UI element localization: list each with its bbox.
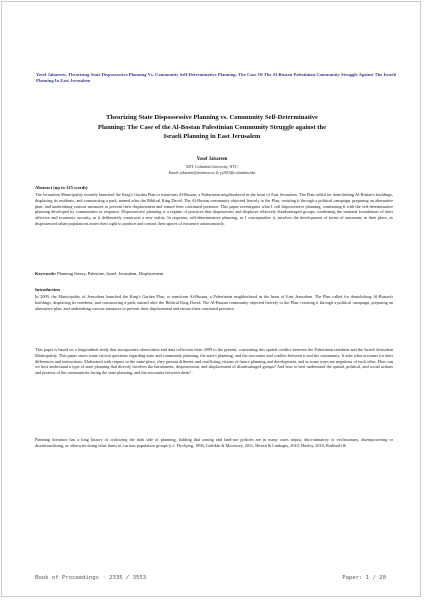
running-header: Yosef Jabareen, Theorizing State Dispossessive Planning Vs. Community Self-Determinative Planning: The Case Of The Al-Bustan Palestinian Community Struggle Against The Israeli Planning In East Jerusalem	[36, 72, 396, 83]
paper-title: Theorizing State Dispossessive Planning vs. Community Self-Determinative Planning: The Case of the Al-Bostan Palestinian Community Struggle against the Israeli Planning in East Jerusalem	[97, 114, 327, 141]
intro-paragraph-3: Planning literature has a long history of criticizing the dark side of planning, holding that zoning and land-use policies are in many cases unjust, discriminatory or exclusionary, disempowering or disenfranchising, or otherwise doing other harm to, various population groups (c.f. Flyvbjerg, 1996; Gaffikin & Morrissey, 2011; Hewitt & Lunkapis, 2010; Huxley, 2010; Rothwell &	[35, 437, 393, 448]
abstract-text: The Jerusalem Municipality recently launched the King's Garden Plan to transform Al-Bustan, a Palestinian neighborhood in the heart of East Jerusalem. The Plan called for demolishing Al-Bustan's buildings, displacing its residents, and constructing a park, named after the Biblical King David. The Al-Bustan community objected fiercely to the Plan, resisting it through a political campaign, preparing an alternative plan, and undertaking various measures to prevent their displacement and ensure their continued presence. This paper investigates what I call dispossessive planning, contrasting it with the self-determinative planning developed by communities in response. Dispossessive planning is a regime of practices that dispossesses and displaces relatively disadvantaged groups, weakening the material foundations of their affective and economic security, as it deliberately constructs a new reality. In response, self-determinative planning, as I conceptualize it, involves the development of forms of autonomy in their place, as dispossessed urban populations assert their right to produce and control their spaces of existence autonomously.	[35, 192, 393, 226]
intro-paragraph-2: This paper is based on a longitudinal study that incorporates observation and data collection from 2009 to the present, concerning this spatial conflict between the Palestinian residents and the Israeli Jerusalem Municipality. This paper raises some critical questions regarding state and community planning, the state's planning, and the encounter and conflict between it and the community. It asks what accounts for their differences and interactions. Elaborated with respect to the same place, they present different and conflicting visions of future planning and development, and in some ways are negations of each other. How can we best understand a type of state planning that directly involves the harassment, dispossession, and displacement of disadvantaged groups? And how to best understand the spatial, political, and social actions and protests of the communities facing the state planning, and the encounter between them?	[35, 347, 393, 375]
abstract-heading: Abstract (up to 125 words)	[35, 185, 88, 190]
keywords-label: Keywords:	[35, 271, 56, 276]
footer-page-number: Paper: 1 / 20	[342, 575, 386, 581]
author-email: Email: jabareen@technion.ac.il; yj2018@columbia.edu	[168, 171, 256, 175]
footer-proceedings: Book of Proceedings · 2335 / 3553	[35, 575, 147, 581]
intro-paragraph-1: In 2009, the Municipality of Jerusalem launched the King's Garden Plan, to transform Al-Bustan, a Palestinian neighborhood in the heart of East Jerusalem. The Plan called for demolishing Al-Bustan's buildings, displacing its residents, and constructing a park, named after the Biblical King David. The Al-Bustan community objected fiercely to the Plan, resisting it through a political campaign, preparing an alternative plan, and undertaking various measures to prevent their displacement and ensure their continued presence.	[35, 294, 393, 311]
author-name: Yosef Jabareen	[196, 157, 228, 162]
keywords-text: Planning theory, Palestine, Israel, Jerusalem, Displacement	[57, 271, 164, 276]
author-affiliation: MIT, Columbia University, NYC	[186, 165, 238, 169]
keywords-line	[35, 271, 395, 277]
paper-page	[1, 1, 421, 597]
introduction-heading: Introduction	[35, 287, 60, 292]
